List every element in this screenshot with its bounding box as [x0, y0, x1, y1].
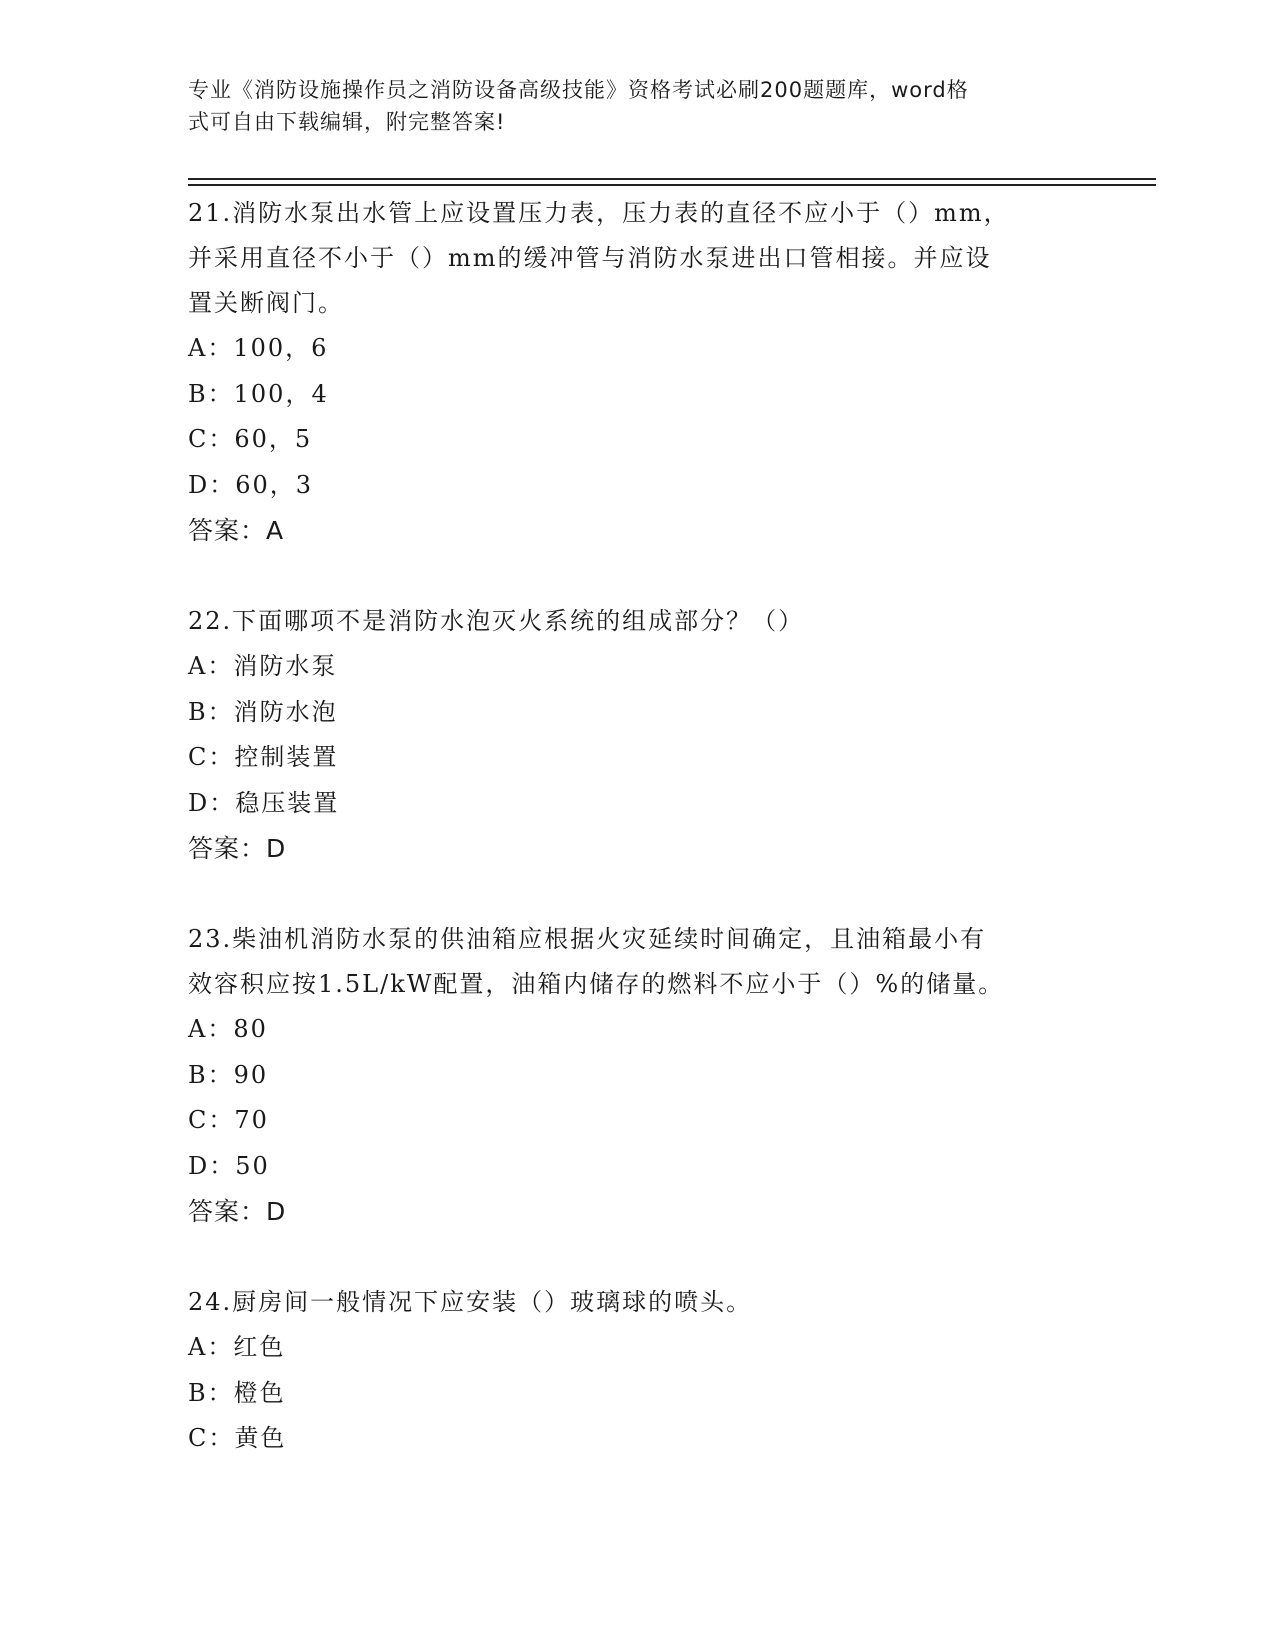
- stem-line: 并采用直径不小于（）mm的缓冲管与消防水泵进出口管相接。并应设: [188, 244, 992, 272]
- option-a: A：80: [188, 1015, 268, 1043]
- option-a: A：消防水泵: [188, 652, 338, 680]
- stem-line: 24.厨房间一般情况下应安装（）玻璃球的喷头。: [188, 1288, 753, 1316]
- option-b: B：消防水泡: [188, 697, 338, 726]
- stem-line: 23.柴油机消防水泵的供油箱应根据火灾延续时间确定，且油箱最小有: [188, 925, 987, 953]
- question-21: [188, 190, 1088, 554]
- question-22: [188, 598, 1088, 872]
- option-b: B：90: [188, 1060, 269, 1089]
- header-line-2: 式可自由下载编辑，附完整答案!: [188, 110, 506, 134]
- question-23: [188, 916, 1088, 1235]
- option-d: D：50: [188, 1151, 270, 1180]
- stem-line: 22.下面哪项不是消防水泡灭火系统的组成部分？（）: [188, 607, 805, 635]
- question-stem: [188, 1279, 1088, 1325]
- question-stem: [188, 598, 1088, 644]
- question-24: [188, 1279, 1088, 1462]
- answer-line: 答案：D: [188, 1197, 287, 1226]
- header-line-1: 专业《消防设施操作员之消防设备高级技能》资格考试必刷200题题库，word格: [188, 78, 969, 102]
- question-spacer: [188, 554, 1088, 598]
- option-c: C：黄色: [188, 1424, 287, 1452]
- question-list: [188, 190, 1088, 1462]
- header-divider-bottom: [188, 184, 1156, 186]
- question-stem: [188, 190, 1088, 326]
- option-a: A：100，6: [188, 334, 329, 362]
- option-d: D：稳压装置: [188, 788, 340, 817]
- option-c: C：70: [188, 1106, 269, 1134]
- answer-line: 答案：A: [188, 516, 285, 545]
- answer-line: 答案：D: [188, 834, 287, 863]
- question-stem: [188, 916, 1088, 1007]
- option-d: D：60，3: [188, 470, 314, 499]
- option-c: C：60，5: [188, 425, 313, 453]
- stem-line: 效容积应按1.5L/kW配置，油箱内储存的燃料不应小于（）%的储量。: [188, 970, 1005, 998]
- option-b: B：100，4: [188, 379, 329, 408]
- document-header: [188, 74, 1078, 138]
- option-c: C：控制装置: [188, 743, 339, 771]
- question-spacer: [188, 1235, 1088, 1279]
- question-spacer: [188, 872, 1088, 916]
- stem-line: 置关断阀门。: [188, 289, 344, 317]
- header-divider-top: [188, 178, 1156, 180]
- option-a: A：红色: [188, 1333, 286, 1361]
- option-b: B：橙色: [188, 1378, 286, 1407]
- stem-line: 21.消防水泵出水管上应设置压力表，压力表的直径不应小于（）mm，: [188, 199, 1010, 227]
